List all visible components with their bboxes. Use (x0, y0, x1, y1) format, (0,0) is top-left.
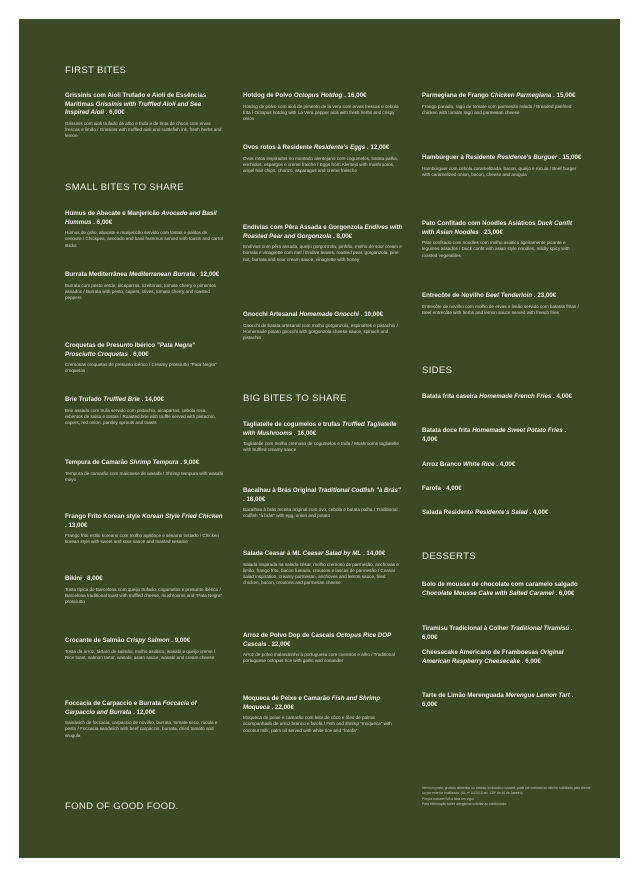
menu-item-price: 6,00€ (133, 350, 149, 358)
menu-item-title: Farofa . 4,00€ (422, 485, 462, 492)
menu-item-name-en: Homemade Sweet Potato Fries (472, 427, 563, 434)
section-heading: FIRST BITES (65, 65, 127, 76)
menu-item-name-pt: Batata doce frita (422, 427, 471, 434)
menu-item-price: 15,00€ (556, 92, 576, 99)
menu-item-description: Salada inspirada na salada césar, molho cremoso de parmesão, anchovas e limão, frango frito, bacon fumado, croutons e lascas de parmesão / Ceasar salad inspiration, creamy parmesan, anchoves and lemon sauce, fried chicken, bacon, croutons and parmesan cheese (243, 561, 399, 586)
menu-item-description: Brie assado com trufa servido com pistachio, alcaparras, cebola roxa, rebentos de salsa e tostas / Roasted brie with truffle served with pistachio, capers, red onion, parsley sprouts and toasts (65, 407, 216, 425)
menu-item-name-en: Korean Style Fried Chicken (142, 513, 223, 520)
menu-item-name-pt: Arroz de Polvo Dop de Cascais (243, 632, 335, 639)
menu-item (422, 393, 582, 402)
menu-item-name-en: Avocado and Basil Hummus (65, 210, 217, 226)
menu-item-name-en: Residente's Burguer (496, 154, 558, 161)
menu-item-name-pt: Húmus de Abacate e Manjericão (65, 210, 160, 217)
menu-item-price: 6,00€ (422, 700, 438, 708)
menu-item (422, 509, 582, 518)
menu-item-description: Bacalhau à brás receita original com ovo, cebola e batata palha / Traditional codfish "à brás" with egg, onion and potato (243, 507, 398, 519)
menu-item-name-en: Traditional Codfish "à Brás" (317, 487, 401, 494)
menu-item-name-en: Mediterranean Burrata (128, 271, 196, 278)
menu-item (65, 92, 225, 139)
menu-item-title: Frango Frito Korean style Korean Style Fried Chicken . 13,00€ (65, 513, 223, 529)
menu-item-price: 8,00€ (336, 232, 353, 240)
menu-item-name-pt: Crocante de Salmão (65, 637, 125, 644)
menu-item-price: 9,00€ (174, 637, 191, 644)
menu-item-name-en: Homemade French Fries (479, 393, 552, 400)
menu-item-name-en: Duck Confit with Asian Noodles (422, 220, 573, 236)
menu-item-price: 6,00€ (109, 109, 125, 117)
menu-item-title: Brie Trufado Truffled Brie . 14,00€ (65, 396, 164, 403)
menu-item-description: Arroz de polvo malandrinho à portuguesa com coentros e alho / Traditional portuguese octopus rice with garlic and coriander (243, 652, 395, 664)
menu-item-title: Salada Residente Residente's Salad . 4,00€ (422, 509, 549, 516)
menu-item-price: 12,00€ (200, 271, 220, 278)
menu-item-name-pt: Foccacia de Carpaccio e Burrata (65, 700, 161, 707)
menu-item-name-pt: Bikini (65, 575, 82, 582)
menu-item-description: Húmus de grão, abacate e manjericão servido com tostas e palitos de cenoura / Chickpea, avocado and basil hummus served with toasts and carrot sticks (65, 230, 224, 248)
menu-item (65, 575, 225, 605)
menu-item-title: Hambúrguer à Residente Residente's Burguer . 15,00€ (422, 154, 582, 161)
menu-item-name-pt: Hotdog de Polvo (243, 92, 293, 99)
menu-item-title: Arroz de Polvo Dop de Cascais Octopus Rice DOP Cascais . 22,00€ (243, 632, 391, 648)
menu-item-name-pt: Pato Confitado com Noodles Asiáticos (422, 220, 536, 227)
menu-item (65, 700, 225, 739)
menu-item-price: 22,00€ (275, 703, 294, 711)
menu-item-name-en: Shrimp Tempura (129, 459, 179, 466)
menu-item-title: Tiramisu Tradicional à Colher Traditional Tiramisú . 6,00€ (422, 625, 573, 641)
menu-item-name-pt: Tempura de Camarão (65, 459, 128, 466)
menu-item-description: Tagliatelle com molho cremoso de cogumelos e trufa / Mushrooms tagliatelle with truffled creamy sauce (243, 441, 399, 453)
menu-item-title: Croquetas de Presunto Ibérico "Pata Negra" Prosciutto Croquetas . 6,00€ (65, 342, 196, 358)
menu-item-name-en: Crispy Salmon (126, 637, 170, 644)
menu-item-title: Crocante de Salmão Crispy Salmon . 9,00€ (65, 637, 191, 644)
menu-item-name-en: Residente's Salad (474, 509, 528, 516)
menu-item-description: Tosta de arroz, tártaro de salmão, molho asiático, wasabi e queijo creme / Rice toast, salmon tartar, wasabi, asian sauce, wasabi and cream cheese (65, 648, 216, 660)
menu-item-price: 14,00€ (366, 550, 386, 557)
menu-item-title: Foccacia de Carpaccio e Burrata Foccacia of Carpaccio and Burrata . 12,00€ (65, 700, 197, 716)
menu-item-name-pt: Cheesecake Americano de Framboesas (422, 649, 539, 656)
menu-item-description: Endívias com pêra assada, queijo gorgonzola, pinhão, molho de sour cream e burrata e vinagrette com mel / Endive leaves, roasted pear, gorgonzola, pine nut, burrata and sour cream sauce, vinagrette with honey (243, 244, 402, 262)
menu-item-name-en: Traditional Tiramisú (510, 625, 570, 632)
menu-item (422, 154, 582, 178)
menu-item-title: Arroz Branco White Rice . 4,00€ (422, 461, 516, 468)
menu-item-name-pt: Tarte de Limão Merenguada (422, 692, 504, 699)
menu-item-description: Burrata com pesto verde, alcaparras, azeitonas, tomate cherry e pimentos assados / Burrata with pesto, capers, olives, tomato cherry and roasted peppers (65, 282, 216, 300)
menu-item (65, 396, 225, 426)
menu-item-name-en: Truffled Brie (103, 396, 140, 403)
menu-item-name-en: Residente's Eggs (313, 144, 366, 151)
menu-item (243, 695, 403, 734)
menu-item-name-pt: Tiramisu Tradicional à Colher (422, 625, 509, 632)
menu-item-price: 23,00€ (537, 292, 557, 299)
menu-item-description: Frango panado, ragú de tomate com parmesão ralado / Breaded panfried chicken with tomato ragú and parmesan cheese (422, 103, 572, 115)
menu-item-description: Sandwich de foccacia, carpaccio de novilho, burrata, tomate seco, rúcula e pesto / Foccacia sandwich with beef carpaccio, burrata, dried tomato and arugula (65, 720, 218, 738)
menu-item-description: Tempura de camarão com maionese de wasabi / Shrimp tempura with wasabi mayo (65, 470, 224, 482)
menu-item-name-en: Grissinis with Truffled Aioli and Sea Inspired Aioli (65, 100, 202, 117)
menu-item (65, 459, 225, 483)
menu-item (422, 649, 582, 666)
menu-item (422, 581, 582, 598)
menu-item-description: Tosta típica de Barcelona com queijo trufado, cogumelos e presunto ibérico / Barcelona traditional toast with truffled cheese, mushrooms and "Pata Negra" prosciutto (65, 586, 223, 604)
menu-item-title: Parmegiana de Frango Chicken Parmegiana . 15,00€ (422, 92, 576, 99)
menu-item-price: 22,00€ (271, 640, 291, 648)
menu-item (422, 92, 582, 116)
menu-item-name-pt: Croquetas de Presunto Ibérico (65, 342, 156, 349)
menu-item-description: Hambúrguer com cebola caramelizada, bacon, queijo e rúcula / Beef burger with caramelized onion, bacon, cheese and arugula (422, 165, 577, 177)
menu-item (65, 342, 225, 375)
menu-item-price: 18,00€ (246, 495, 266, 503)
menu-item (243, 224, 403, 263)
menu-item-title: Tarte de Limão Merenguada Merengue Lemon Tart . 6,00€ (422, 692, 574, 708)
menu-item-name-en: Fish and Shrimp Moqueca (243, 695, 381, 711)
menu-item-title: Pato Confitado com Noodles Asiáticos Duck Confit with Asian Noodles . 23,00€ (422, 220, 573, 236)
menu-item-title: Gnocchi Artesanal Homemade Gnocchi . 10,00€ (243, 311, 384, 318)
menu-item-name-en: "Pata Negra" Prosciutto Croquetas (65, 342, 196, 358)
menu-item (422, 461, 582, 470)
menu-item-title: Entrecôte de Novilho Beef Tenderloin . 23,00€ (422, 292, 557, 299)
menu-item-title: Bikini . 8,00€ (65, 575, 103, 582)
menu-item (422, 427, 582, 444)
menu-item-name-pt: Gnocchi Artesanal (243, 311, 298, 318)
menu-item-name-en: Ceasar Salad by ML (302, 550, 362, 557)
menu-item-name-en: Beef Tenderloin (485, 292, 533, 299)
menu-item-name-pt: Ovos rotos à Residente (243, 144, 313, 151)
menu-item-title: Moqueca de Peixe e Camarão Fish and Shrimp Moqueca . 22,00€ (243, 695, 381, 711)
menu-item-price: 10,00€ (364, 311, 384, 318)
menu-item-name-en: White Rice (462, 461, 495, 468)
menu-item-title: Bacalhau à Brás Original Traditional Codfish "à Brás" . 18,00€ (243, 487, 401, 503)
menu-item-title: Tagliatelle de cogumelos e trufas Truffled Tagliatelle with Mushrooms . 16,00€ (243, 421, 397, 437)
menu-item-title: Tempura de Camarão Shrimp Tempura . 9,00€ (65, 459, 200, 466)
menu-item-price: 14,00€ (144, 396, 164, 403)
menu-item (243, 632, 403, 665)
footer-tagline: FOND OF GOOD FOOD. (65, 801, 179, 812)
menu-item-description: Grissinis com aioli trufado de alho e trufa e de tinta de choco com ervas frescas e limão / Grissinis with truffled aioli and cuttlefish ink, fresh herbs and lemon (65, 120, 222, 139)
menu-item-price: 6,00€ (96, 218, 113, 226)
menu-item-name-pt: Bolo de mousse de chocolate com caramelo salgado (422, 581, 578, 588)
menu-item-price: 4,00€ (556, 393, 572, 400)
menu-item-title: Batata doce frita Homemade Sweet Potato Fries . 4,00€ (422, 427, 567, 443)
menu-item-price: 12,00€ (136, 708, 156, 716)
menu-item-name-en: Original American Raspberry Cheesecake (422, 649, 564, 665)
menu-item (65, 210, 225, 249)
menu-item (65, 637, 225, 661)
menu-item-price: 16,00€ (347, 92, 367, 99)
menu-item-name-pt: Parmegiana de Frango (422, 92, 489, 99)
section-heading: SMALL BITES TO SHARE (65, 182, 184, 193)
section-heading: SIDES (422, 365, 453, 376)
menu-item-title: Burrata Mediterrânea Mediterranean Burrata . 12,00€ (65, 271, 220, 278)
menu-item-title: Cheesecake Americano de Framboesas Original American Raspberry Cheesecake . 6,00€ (422, 649, 564, 665)
menu-item-name-en: Octopus Rice DOP Cascais (243, 632, 391, 648)
menu-item-name-pt: Salada Residente (422, 509, 474, 516)
menu-item-description: Cremosas croquetas de presunto ibérico / Creamy prosciutto "Pata Negra" croquetas (65, 362, 217, 374)
menu-item-title: Bolo de mousse de chocolate com caramelo salgado Chocolate Mousse Cake with Salted Caramel . 6,00€ (422, 581, 578, 597)
menu-item-title: Hotdog de Polvo Octopus Hotdog . 16,00€ (243, 92, 367, 99)
menu-item (65, 271, 225, 301)
menu-item-title: Salada Ceasar à ML Ceasar Salad by ML . 14,00€ (243, 550, 386, 557)
menu-item (422, 220, 582, 259)
menu-item (422, 692, 582, 709)
menu-item-name-en: Merengue Lemon Tart (505, 692, 570, 699)
legal-notes (422, 786, 592, 806)
menu-item-title: Húmus de Abacate e Manjericão Avocado and Basil Hummus . 6,00€ (65, 210, 217, 226)
menu-item-description: Pato confitado com noodles com molho asiático ligeiramente picante e legumes assados / Duck confit with asian style noodles, mildly spicy with roasted vegetables (422, 240, 570, 258)
menu-item-description: Ovos rotos inspirados no montado alentejano com cogumelos, batata palha, enchidos, espargos e creme fraiche / Eggs from Alentejo with mushrooms, angel hair chips, chorizo, asparagus and creme fraische (243, 155, 399, 173)
menu-item (243, 92, 403, 122)
menu-item-name-pt: Farofa (422, 485, 441, 492)
menu-item-price: 4,00€ (532, 509, 549, 516)
legal-note: Nenhum prato, produto alimentar ou bebida, incluindo o couvert, pode ser cobrado se não for solicitado pelo cliente ou por este for inutilizado. (DL nº 10/2015 art. 135º de 16 de Janeiro). (422, 786, 591, 795)
menu-item-title: Grissinis com Aioli Trufado e Aioli de Essências Marítimas Grissinis with Truffled Aioli and Sea Inspired Aioli . 6,00€ (65, 92, 207, 117)
menu-item-name-pt: Moqueca de Peixe e Camarão (243, 695, 331, 702)
menu-item-name-pt: Batata frita caseira (422, 393, 478, 400)
menu-item-description: Hotdog de polvo com aioli de pimento de la vera com ervas frescas e cebola frita / Octopus hotdog with La Vera pepper aioli with fresh herbs and crispy onion (243, 103, 399, 121)
menu-item-name-en: Endives with Roasted Pear and Gorgonzola (243, 224, 403, 240)
menu-item-price: 8,00€ (87, 575, 103, 582)
menu-item (65, 513, 225, 546)
menu-item-title: Batata frita caseira Homemade French Fries . 4,00€ (422, 393, 572, 400)
menu-item (422, 485, 582, 494)
menu-item (243, 550, 403, 586)
menu-item (243, 311, 403, 341)
menu-item-price: 13,00€ (68, 521, 88, 529)
menu-item-price: 4,00€ (499, 461, 516, 468)
menu-item-name-pt: Bacalhau à Brás Original (243, 487, 317, 494)
menu-item-name-pt: Arroz Branco (422, 461, 462, 468)
menu-item-name-en: Truffled Tagliatelle with Mushrooms (243, 421, 397, 437)
menu-item-price: 15,00€ (562, 154, 582, 161)
menu-item-description: Moqueca de peixe e camarão com leite de côco e óleo de palma acompanhado de arroz branco e farofa / Fish and shrimp "moqueca" with coconut milk, palm oil served with white rice and "farofa" (243, 715, 392, 733)
menu-item-name-en: Octopus Hotdog (293, 92, 343, 99)
menu-item-price: 16,00€ (297, 429, 317, 437)
menu-item-price: 4,00€ (422, 435, 438, 443)
menu-item (243, 421, 403, 454)
menu-item-name-pt: Grissinis com Aioli Trufado e Aioli de Essências Marítimas (65, 92, 207, 108)
menu-item (422, 292, 582, 316)
menu-item-name-pt: Salada Ceasar à ML (243, 550, 302, 557)
menu-item-name-pt: Entrecôte de Novilho (422, 292, 484, 299)
legal-note: Para informação sobre alergénios solicitar ao colaborador. (422, 801, 508, 806)
menu-item-price: 6,00€ (525, 657, 541, 665)
menu-item-name-en: Chicken Parmegiana (490, 92, 552, 99)
menu-item-price: 6,00€ (422, 633, 438, 641)
menu-item-price: 4,00€ (446, 485, 462, 492)
menu-item-name-en: Chocolate Mousse Cake with Salted Caramel (422, 589, 554, 597)
menu-item-name-pt: Tagliatelle de cogumelos e trufas (243, 421, 341, 428)
menu-item (243, 144, 403, 174)
menu-item-name-pt: Brie Trufado (65, 396, 102, 403)
menu-item-price: 23,00€ (484, 228, 503, 236)
menu-item-name-pt: Burrata Mediterrânea (65, 271, 128, 278)
menu-item-name-en: Homemade Gnocchi (299, 311, 360, 318)
menu-item-price: 6,00€ (558, 589, 575, 597)
menu-item-price: 12,00€ (370, 144, 390, 151)
section-heading: BIG BITES TO SHARE (243, 393, 347, 404)
menu-sheet (19, 19, 620, 858)
menu-item-name-pt: Hambúrguer à Residente (422, 154, 496, 161)
legal-note: Preços incluem IVA à taxa em vigor. (422, 797, 475, 802)
menu-item (422, 625, 582, 642)
menu-item-title: Endívias com Pêra Assada e Gorgonzola Endives with Roasted Pear and Gorgonzola . 8,00€ (243, 224, 403, 240)
menu-item-description: Gnocchi de batata artesanal com molho gorgonzola, espinafres e pistachio / Homemade potato gnocchi with gorgonzola cheese sauce, spinach and pistachio (243, 322, 398, 340)
menu-item-description: Frango frito estilo koreano com molho agridoce e sésamo tostado / Chicken korean style with sweet and sour sauce and toasted sesame (65, 533, 219, 545)
menu-item-price: 9,00€ (183, 459, 200, 466)
menu-item-name-pt: Frango Frito Korean style (65, 513, 141, 520)
menu-item (243, 487, 403, 520)
menu-item-name-pt: Endívias com Pêra Assada e Gorgonzola (243, 224, 363, 231)
section-heading: DESSERTS (422, 551, 476, 562)
menu-item-description: Entrecôte de novilho com molho de ervas e limão servido com batatas fritas / Beef entrecôte with herbs and lemon sauce served with french fries (422, 303, 579, 315)
menu-item-name-en: Foccacia of Carpaccio and Burrata (65, 700, 197, 716)
menu-item-title: Ovos rotos à Residente Residente's Eggs . 12,00€ (243, 144, 390, 151)
